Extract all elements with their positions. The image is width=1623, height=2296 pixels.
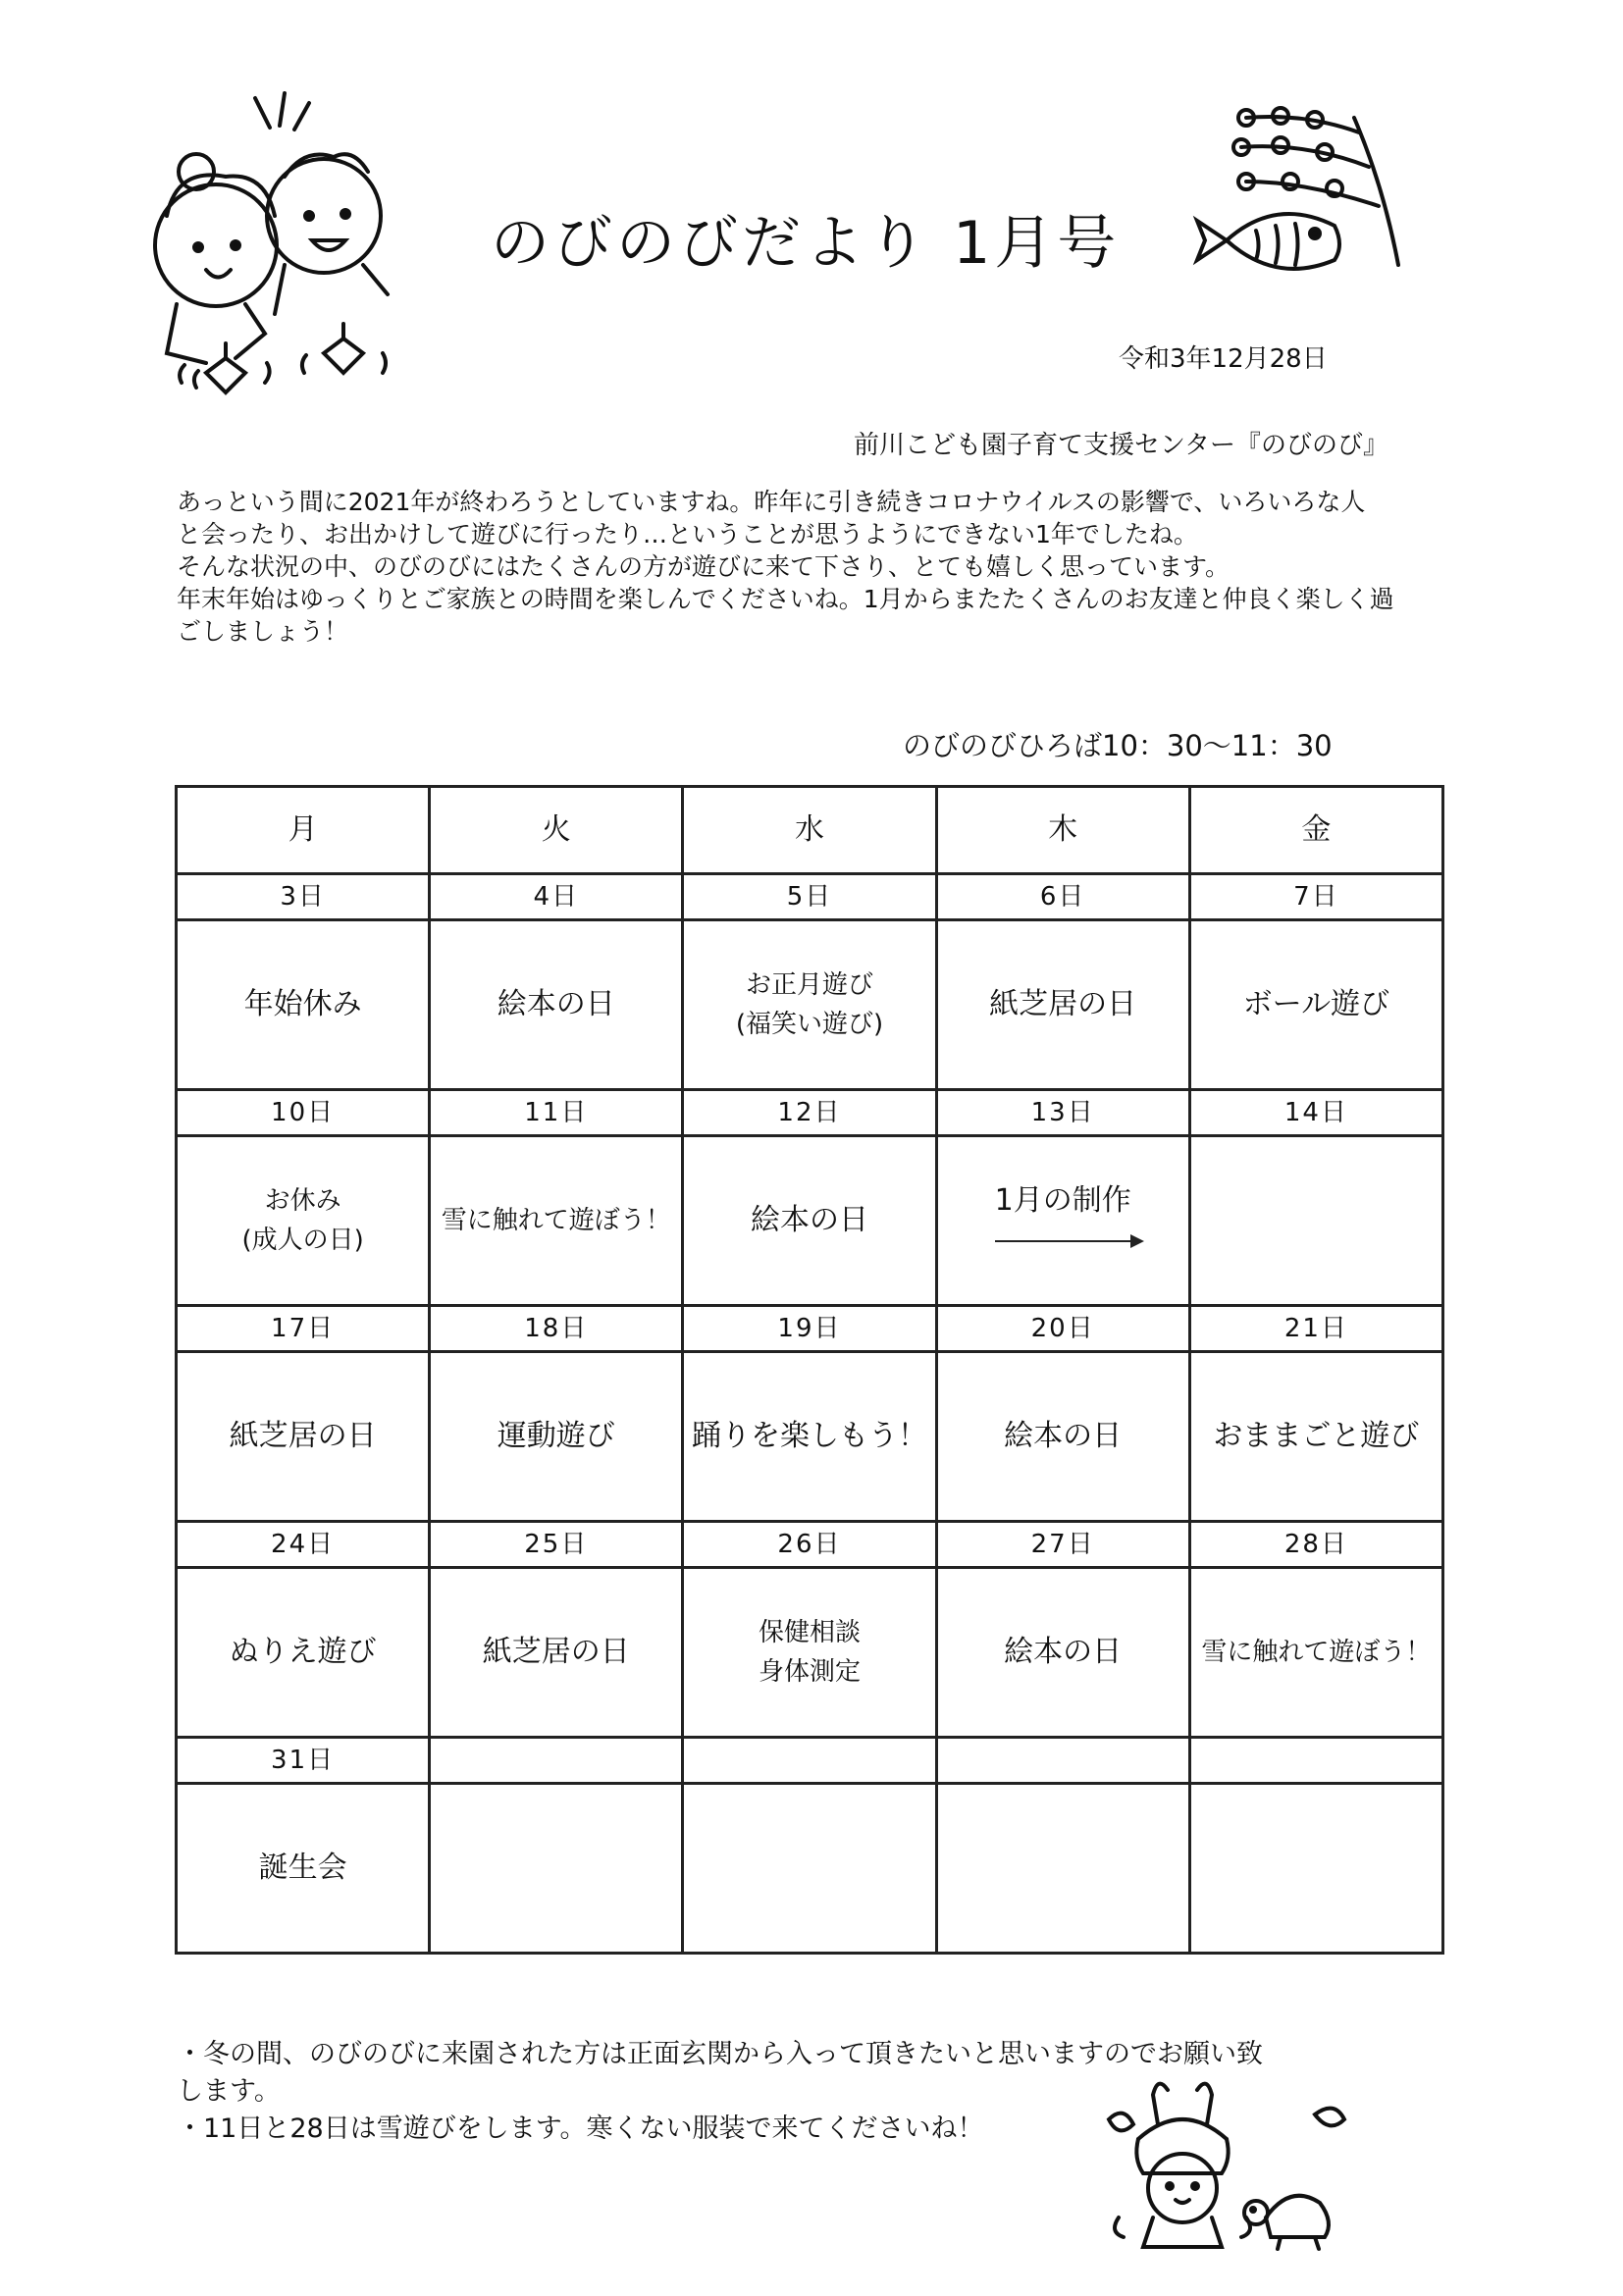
date-cell: 4日 xyxy=(430,874,683,920)
event-cell xyxy=(430,1784,683,1954)
event-label: 雪に触れて遊ぼう！ xyxy=(1201,1638,1432,1667)
event-row xyxy=(177,1136,1443,1306)
weekday-header: 木 xyxy=(936,787,1189,874)
note-line: ・11日と28日は雪遊びをします。寒くない服装で来てくださいね！ xyxy=(177,2113,984,2144)
page-title: のびのびだより 1月号 xyxy=(491,209,1121,278)
calendar-table xyxy=(175,785,1444,1955)
event-label: お正月遊び (福笑い遊び) xyxy=(735,970,884,1039)
event-cell xyxy=(1189,1352,1442,1522)
event-row xyxy=(177,1568,1443,1738)
event-row xyxy=(177,920,1443,1090)
date-cell: 28日 xyxy=(1189,1522,1442,1568)
date-cell: 17日 xyxy=(177,1306,430,1352)
event-label: ぬりえ遊び xyxy=(229,1635,377,1669)
event-cell xyxy=(683,1568,936,1738)
date-cell xyxy=(430,1738,683,1784)
date-row xyxy=(177,1522,1443,1568)
intro-line: 年末年始はゆっくりとご家族との時間を楽しんでくださいね。1月からまたたくさんのお友達と仲良く楽しく過 xyxy=(177,585,1394,613)
event-label: 誕生会 xyxy=(258,1851,347,1885)
event-cell xyxy=(177,920,430,1090)
date-cell: 12日 xyxy=(683,1090,936,1136)
date-cell: 19日 xyxy=(683,1306,936,1352)
event-cell xyxy=(177,1136,430,1306)
event-cell xyxy=(430,920,683,1090)
intro-line: そんな状況の中、のびのびにはたくさんの方が遊びに来て下さり、とても嬉しく思っています。 xyxy=(177,552,1230,581)
event-label: 運動遊び xyxy=(497,1419,615,1453)
organization-name: 前川こども園子育て支援センター『のびのび』 xyxy=(854,431,1388,460)
date-cell: 18日 xyxy=(430,1306,683,1352)
event-label: 紙芝居の日 xyxy=(229,1419,377,1453)
date-cell xyxy=(936,1738,1189,1784)
date-row xyxy=(177,874,1443,920)
event-cell xyxy=(1189,1136,1442,1306)
event-cell xyxy=(430,1136,683,1306)
event-label: 1月の制作 xyxy=(994,1183,1131,1218)
event-label: 保健相談 身体測定 xyxy=(758,1618,861,1687)
event-cell xyxy=(177,1784,430,1954)
child-turtle-illustration xyxy=(1099,2080,1354,2257)
event-label: 踊りを楽しもう！ xyxy=(691,1419,927,1453)
date-cell: 5日 xyxy=(683,874,936,920)
open-hours: のびのびひろば10：30～11：30 xyxy=(903,729,1333,762)
date-cell: 27日 xyxy=(936,1522,1189,1568)
event-cell xyxy=(936,1784,1189,1954)
date-cell: 10日 xyxy=(177,1090,430,1136)
weekday-header: 金 xyxy=(1189,787,1442,874)
event-cell xyxy=(1189,920,1442,1090)
date-row xyxy=(177,1738,1443,1784)
fish-ornament-illustration xyxy=(1187,98,1423,294)
intro-line: ごしましょう！ xyxy=(177,617,349,646)
intro-line: あっという間に2021年が終わろうとしていますね。昨年に引き続きコロナウイルスの影響で、いろいろな人 xyxy=(177,488,1366,516)
event-cell xyxy=(430,1352,683,1522)
date-cell: 26日 xyxy=(683,1522,936,1568)
event-row xyxy=(177,1784,1443,1954)
weekday-header: 水 xyxy=(683,787,936,874)
continuation-arrow xyxy=(995,1240,1142,1242)
note-line: します。 xyxy=(177,2076,281,2107)
date-cell: 25日 xyxy=(430,1522,683,1568)
event-label: おままごと遊び xyxy=(1213,1419,1420,1453)
event-cell xyxy=(683,1352,936,1522)
date-cell: 31日 xyxy=(177,1738,430,1784)
event-label: 年始休み xyxy=(243,987,362,1021)
date-cell: 3日 xyxy=(177,874,430,920)
event-cell xyxy=(177,1352,430,1522)
event-cell xyxy=(1189,1568,1442,1738)
date-row xyxy=(177,1306,1443,1352)
event-label: 絵本の日 xyxy=(750,1203,868,1237)
date-cell: 13日 xyxy=(936,1090,1189,1136)
children-spinning-tops-illustration xyxy=(137,78,412,412)
date-cell: 14日 xyxy=(1189,1090,1442,1136)
date-cell: 7日 xyxy=(1189,874,1442,920)
event-cell xyxy=(1189,1784,1442,1954)
weekday-header: 月 xyxy=(177,787,430,874)
event-label: 紙芝居の日 xyxy=(482,1635,630,1669)
event-row xyxy=(177,1352,1443,1522)
date-cell: 6日 xyxy=(936,874,1189,920)
note-line: ・冬の間、のびのびに来園された方は正面玄関から入って頂きたいと思いますのでお願い致 xyxy=(177,2039,1263,2069)
date-cell xyxy=(683,1738,936,1784)
event-cell xyxy=(177,1568,430,1738)
event-cell xyxy=(683,1136,936,1306)
event-cell xyxy=(936,1136,1189,1306)
event-label: 絵本の日 xyxy=(1004,1419,1123,1453)
event-cell xyxy=(936,920,1189,1090)
date-cell: 21日 xyxy=(1189,1306,1442,1352)
date-cell: 20日 xyxy=(936,1306,1189,1352)
event-cell xyxy=(683,920,936,1090)
event-label: ボール遊び xyxy=(1242,987,1390,1021)
event-cell xyxy=(936,1352,1189,1522)
event-label: 絵本の日 xyxy=(497,987,615,1021)
weekday-header-row xyxy=(177,787,1443,874)
date-row xyxy=(177,1090,1443,1136)
event-label: 雪に触れて遊ぼう！ xyxy=(441,1206,671,1235)
issue-date: 令和3年12月28日 xyxy=(1119,344,1328,374)
date-cell: 24日 xyxy=(177,1522,430,1568)
event-label: 紙芝居の日 xyxy=(989,987,1137,1021)
date-cell: 11日 xyxy=(430,1090,683,1136)
event-cell xyxy=(936,1568,1189,1738)
event-cell xyxy=(683,1784,936,1954)
event-label: お休み (成人の日) xyxy=(241,1186,364,1255)
event-label: 絵本の日 xyxy=(1004,1635,1123,1669)
intro-message xyxy=(177,486,1442,648)
event-cell xyxy=(430,1568,683,1738)
weekday-header: 火 xyxy=(430,787,683,874)
intro-line: と会ったり、お出かけして遊びに行ったり…ということが思うようにできない1年でしたね。 xyxy=(177,520,1198,548)
date-cell xyxy=(1189,1738,1442,1784)
